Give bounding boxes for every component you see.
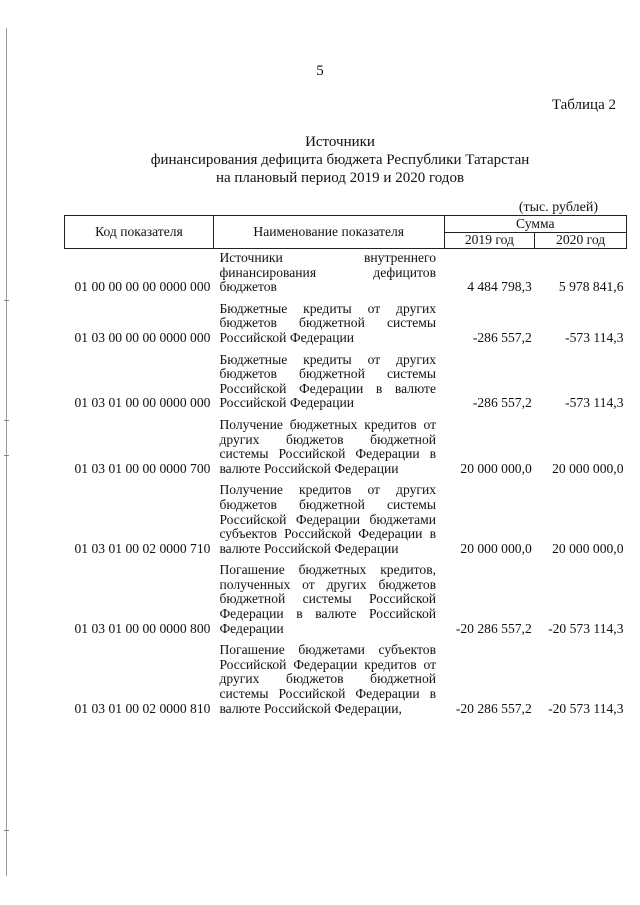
scan-mark bbox=[4, 455, 9, 456]
header-code: Код показателя bbox=[65, 216, 214, 249]
row-value-2020: 20 000 000,0 bbox=[552, 460, 624, 476]
row-name: Погашение бюджетами субъектов Российской Федерации кредитов от других бюджетов бюджетной системы Российской Федерации в валюте Российской Федерации, bbox=[219, 642, 437, 716]
row-name: Бюджетные кредиты от других бюджетов бюджетной системы Российской Федерации bbox=[219, 300, 437, 345]
scan-margin-line bbox=[6, 28, 7, 876]
row-value-2019: -20 286 557,2 bbox=[455, 700, 532, 716]
table-row bbox=[65, 298, 627, 349]
row-value-2019: 20 000 000,0 bbox=[460, 460, 532, 476]
page-number: 5 bbox=[316, 63, 324, 79]
units-label: (тыс. рублей) bbox=[518, 200, 598, 215]
row-value-2019: -286 557,2 bbox=[472, 329, 532, 345]
title-line-3: на плановый период 2019 и 2020 годов bbox=[215, 170, 465, 186]
row-value-2019: -20 286 557,2 bbox=[455, 620, 532, 636]
scan-mark bbox=[4, 830, 9, 831]
row-value-2019: 4 484 798,3 bbox=[467, 279, 532, 295]
header-name: Наименование показателя bbox=[213, 216, 444, 249]
scan-mark bbox=[4, 300, 9, 301]
row-name: Источники внутреннего финансирования дефицитов бюджетов bbox=[219, 250, 437, 295]
title-line-1: Источники bbox=[305, 134, 375, 150]
table-row bbox=[65, 639, 627, 719]
row-code: 01 03 01 00 00 0000 800 bbox=[74, 620, 211, 636]
row-value-2019: 20 000 000,0 bbox=[460, 540, 532, 556]
table-row bbox=[65, 349, 627, 414]
scan-mark bbox=[4, 420, 9, 421]
row-value-2019: -286 557,2 bbox=[472, 395, 532, 411]
header-sum: Сумма bbox=[444, 216, 626, 233]
financing-table bbox=[64, 215, 627, 719]
row-code: 01 00 00 00 00 0000 000 bbox=[74, 279, 211, 295]
row-code: 01 03 01 00 00 0000 700 bbox=[74, 460, 211, 476]
row-value-2020: -573 114,3 bbox=[565, 329, 624, 345]
row-value-2020: -573 114,3 bbox=[565, 395, 624, 411]
row-value-2020: -20 573 114,3 bbox=[548, 700, 624, 716]
row-code: 01 03 01 00 02 0000 710 bbox=[74, 540, 211, 556]
document-title bbox=[40, 133, 640, 187]
row-code: 01 03 00 00 00 0000 000 bbox=[74, 329, 211, 345]
table-label: Таблица 2 bbox=[551, 97, 616, 113]
table-row bbox=[65, 414, 627, 479]
row-code: 01 03 01 00 00 0000 000 bbox=[74, 395, 211, 411]
row-name: Получение кредитов от других бюджетов бюджетной системы Российской Федерации бюджетами субъектов Российской Федерации в валюте Российской Федерации bbox=[219, 482, 437, 556]
header-2019: 2019 год bbox=[444, 233, 535, 249]
row-name: Получение бюджетных кредитов от других бюджетов бюджетной системы Российской Федерации в валюте Российской Федерации bbox=[219, 416, 437, 476]
table-row bbox=[65, 479, 627, 559]
row-value-2020: 20 000 000,0 bbox=[552, 540, 624, 556]
table-row bbox=[65, 249, 627, 298]
row-code: 01 03 01 00 02 0000 810 bbox=[74, 700, 211, 716]
row-value-2020: -20 573 114,3 bbox=[548, 620, 624, 636]
row-name: Погашение бюджетных кредитов, полученных от других бюджетов бюджетной системы Российской Федерации в валюте Российской Федерации bbox=[219, 562, 437, 636]
title-line-2: финансирования дефицита бюджета Республики Татарстан bbox=[150, 152, 530, 168]
row-name: Бюджетные кредиты от других бюджетов бюджетной системы Российской Федерации в валюте Российской Федерации bbox=[219, 351, 437, 411]
header-2020: 2020 год bbox=[535, 233, 627, 249]
table-row bbox=[65, 559, 627, 639]
row-value-2020: 5 978 841,6 bbox=[558, 279, 624, 295]
